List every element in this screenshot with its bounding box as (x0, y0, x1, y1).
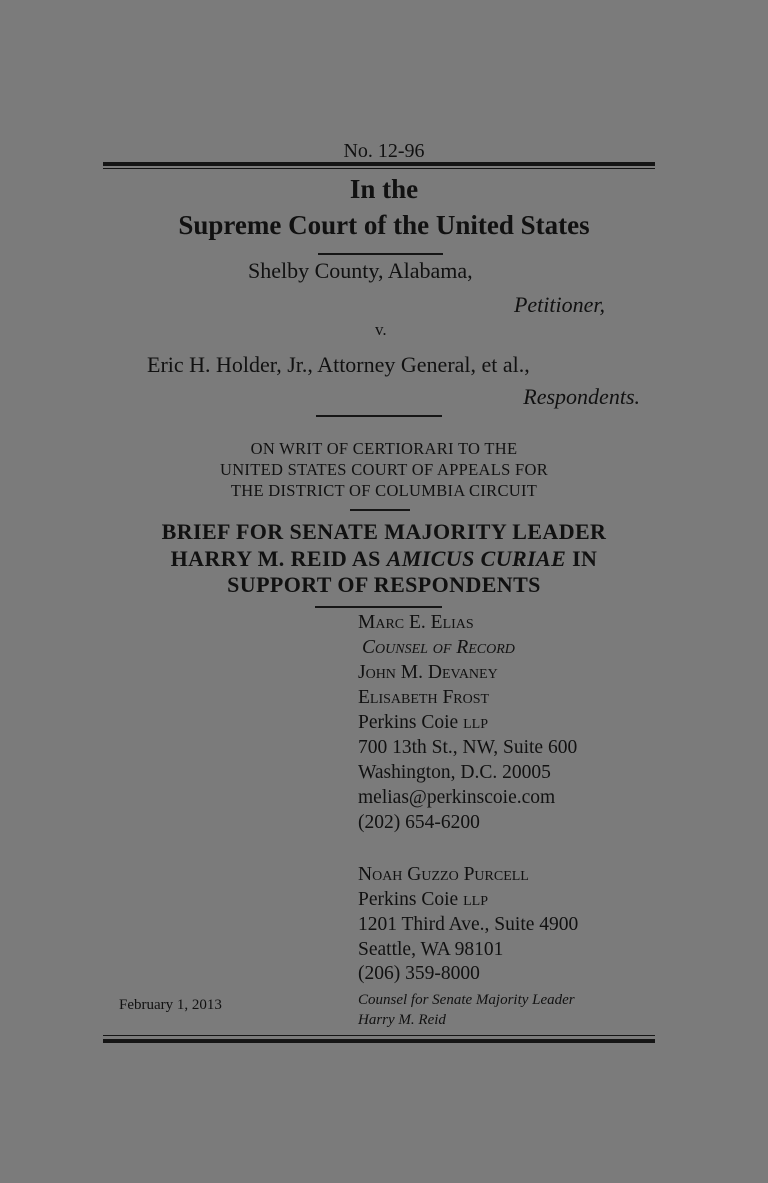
divider-court (318, 253, 443, 255)
brief-title-line-1: BRIEF FOR SENATE MAJORITY LEADER (161, 519, 607, 544)
firm-name-2-text: Perkins Coie (358, 889, 459, 910)
bottom-rule-thin (103, 1035, 655, 1036)
docket-number: No. 12-96 (343, 140, 425, 162)
divider-writ (350, 509, 410, 511)
firm-suffix-1: llp (463, 712, 488, 733)
writ-line-3: THE DISTRICT OF COLUMBIA CIRCUIT (230, 481, 538, 500)
respondent-name: Eric H. Holder, Jr., Attorney General, et al., (147, 352, 530, 377)
brief-title-suffix: IN (572, 546, 598, 571)
amicus-curiae: AMICUS CURIAE (386, 546, 567, 571)
divider-parties (316, 415, 442, 417)
firm-suffix-2: llp (463, 889, 488, 910)
petitioner-role: Petitioner, (513, 292, 605, 317)
writ-line-1: ON WRIT OF CERTIORARI TO THE (250, 439, 518, 458)
versus: v. (375, 320, 387, 339)
brief-title-prefix: HARRY M. REID AS (170, 546, 381, 571)
bottom-rule (103, 1039, 655, 1043)
counsel-email: melias@perkinscoie.com (358, 787, 556, 808)
phone-1: (202) 654-6200 (358, 812, 480, 833)
writ-line-2: UNITED STATES COURT OF APPEALS FOR (219, 460, 548, 479)
petitioner-name: Shelby County, Alabama, (248, 258, 473, 283)
top-rule (103, 162, 655, 166)
top-rule-thin (103, 168, 655, 169)
attorney-frost: Elisabeth Frost (358, 687, 490, 708)
address-2-line-1: 1201 Third Ave., Suite 4900 (358, 914, 579, 935)
address-2-line-2: Seattle, WA 98101 (358, 939, 504, 960)
court-line-2: Supreme Court of the United States (178, 210, 590, 240)
brief-title-line-2 (0, 546, 768, 572)
attorney-purcell: Noah Guzzo Purcell (358, 864, 529, 885)
court-line-1: In the (349, 174, 419, 204)
attorney-devaney: John M. Devaney (358, 662, 498, 683)
counsel-of-record-title: Counsel of Record (362, 637, 515, 658)
address-1-line-2: Washington, D.C. 20005 (358, 762, 551, 783)
firm-name-1-text: Perkins Coie (358, 712, 459, 733)
firm-name-2 (358, 889, 488, 911)
counsel-for-line-1: Counsel for Senate Majority Leader (358, 992, 575, 1008)
brief-title-line-3: SUPPORT OF RESPONDENTS (227, 572, 541, 597)
divider-brief (315, 606, 442, 608)
address-1-line-1: 700 13th St., NW, Suite 600 (358, 737, 578, 758)
counsel-for-line-2: Harry M. Reid (358, 1012, 446, 1028)
respondent-role: Respondents. (523, 384, 640, 409)
phone-2: (206) 359-8000 (358, 963, 480, 984)
firm-name-1 (358, 712, 488, 734)
counsel-of-record-name: Marc E. Elias (358, 612, 474, 633)
filing-date: February 1, 2013 (119, 997, 222, 1013)
